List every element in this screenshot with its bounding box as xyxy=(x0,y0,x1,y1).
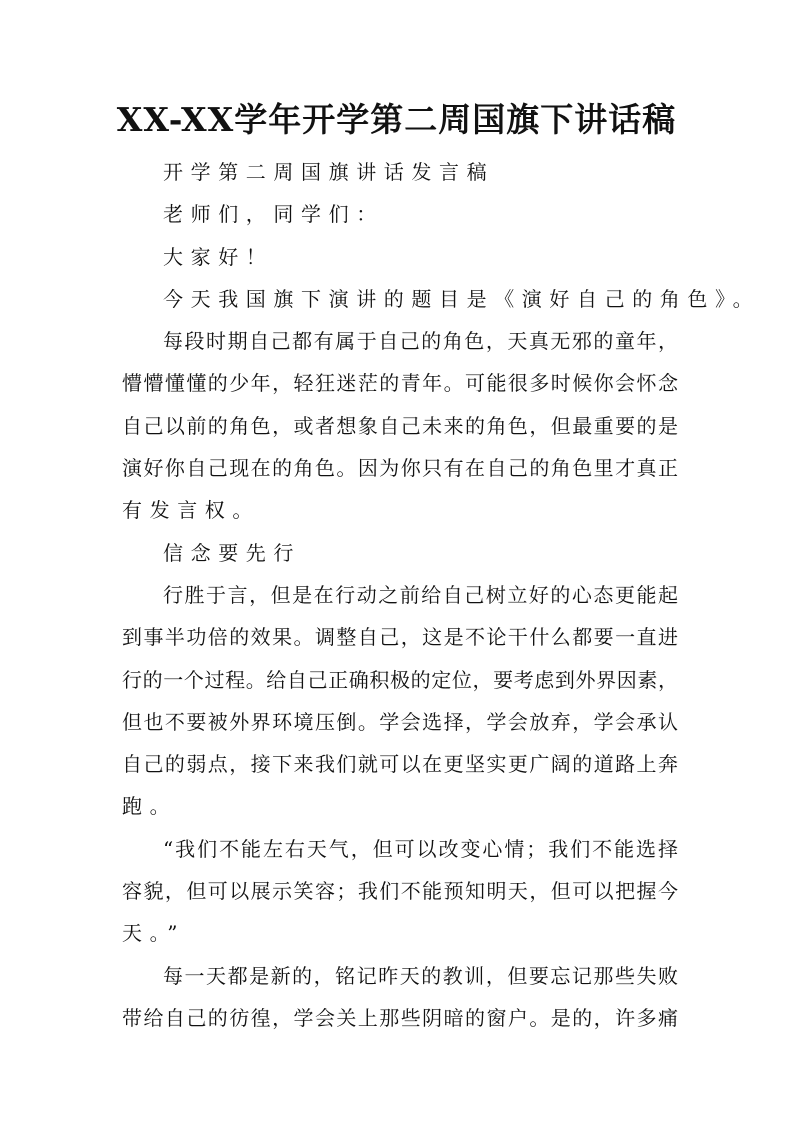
document-title: XX-XX学年开学第二周国旗下讲话稿 xyxy=(116,100,677,139)
text-line: 每一天都是新的，铭记昨天的教训，但要忘记那些失败 xyxy=(163,963,678,988)
text-line: 到事半功倍的效果。调整自己，这是不论干什么都要一直进 xyxy=(122,625,678,650)
text-line: 老师们，同学们： xyxy=(163,202,384,227)
text-line: 容貌，但可以展示笑容；我们不能预知明天，但可以把握今 xyxy=(122,879,678,904)
text-line: 行胜于言，但是在行动之前给自己树立好的心态更能起 xyxy=(163,582,678,607)
text-line: 演好你自己现在的角色。因为你只有在自己的角色里才真正 xyxy=(122,456,678,481)
text-line: 大家好！ xyxy=(163,244,274,269)
text-line: 每段时期自己都有属于自己的角色，天真无邪的童年， xyxy=(163,329,678,354)
text-line: 有发言权。 xyxy=(122,498,260,523)
document-body xyxy=(122,157,761,1045)
text-line: 带给自己的彷徨，学会关上那些阴暗的窗户。是的，许多痛 xyxy=(122,1005,678,1030)
text-line: 但也不要被外界环境压倒。学会选择，学会放弃，学会承认 xyxy=(122,709,678,734)
text-line: 懵懵懂懂的少年，轻狂迷茫的青年。可能很多时候你会怀念 xyxy=(122,371,678,396)
text-line: 天。” xyxy=(122,921,186,946)
text-line: 跑。 xyxy=(122,794,178,819)
text-line: “我们不能左右天气，但可以改变心情；我们不能选择 xyxy=(163,836,678,861)
text-line: 开学第二周国旗讲话发言稿 xyxy=(163,160,495,184)
text-line: 行的一个过程。给自己正确积极的定位，要考虑到外界因素， xyxy=(122,667,678,692)
text-line: 信念要先行 xyxy=(163,540,301,565)
text-line: 今天我国旗下演讲的题目是《演好自己的角色》。 xyxy=(163,286,761,311)
text-line: 自己以前的角色，或者想象自己未来的角色，但最重要的是 xyxy=(122,413,678,438)
text-line: 自己的弱点，接下来我们就可以在更坚实更广阔的道路上奔 xyxy=(122,752,678,777)
